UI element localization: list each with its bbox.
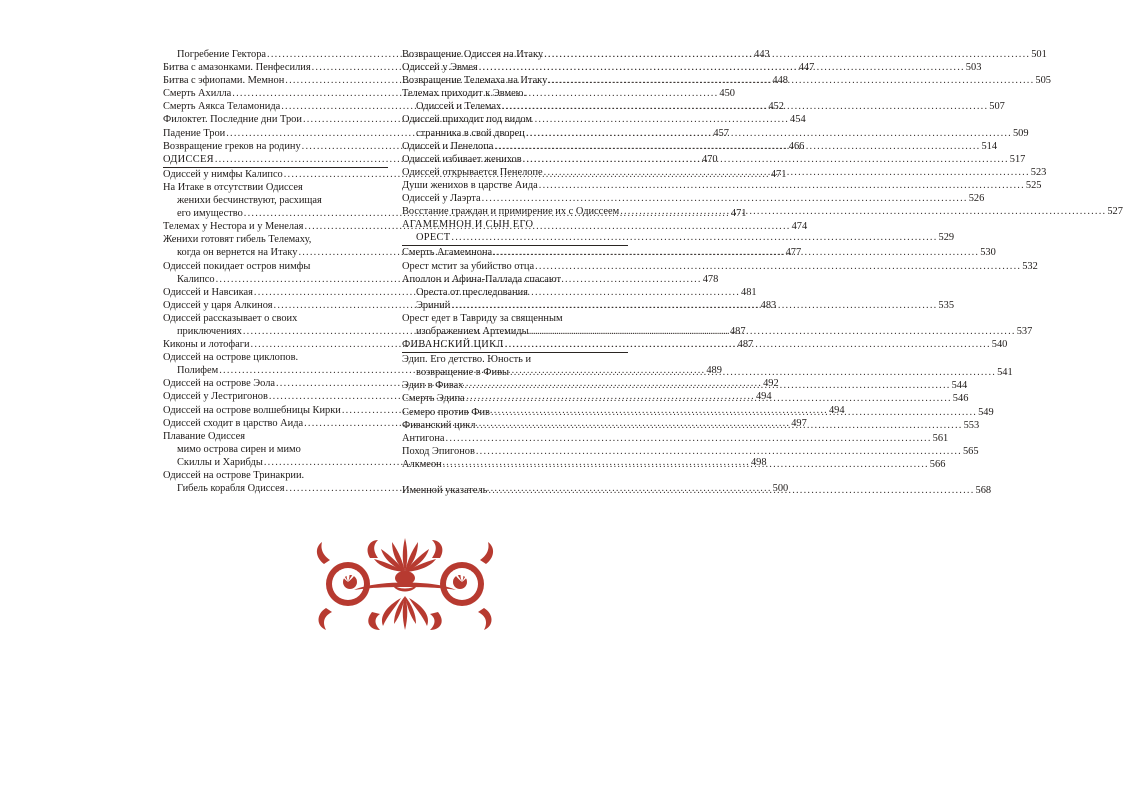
toc-entry-title: Именной указатель: [402, 485, 488, 496]
toc-page-number: 470: [701, 153, 718, 165]
dot-leader: [466, 392, 952, 405]
toc-entry-title: Одиссей у царя Алкиноя: [163, 299, 273, 311]
toc-entry-title: Одиссей и Телемах: [416, 101, 502, 113]
toc-entry-title: Антигона: [402, 432, 445, 444]
dot-leader: [526, 127, 1012, 140]
toc-page-number: 541: [997, 367, 1013, 379]
dot-leader: [505, 338, 991, 351]
dot-leader: [523, 153, 1009, 166]
dot-leader: [502, 100, 988, 113]
toc-page-number: 509: [1012, 127, 1029, 139]
toc-page-number: 501: [1031, 49, 1047, 60]
dot-leader: [510, 366, 996, 379]
toc-entry-title: Телемах у Нестора и у Менелая: [163, 221, 304, 233]
toc-page-number: 478: [702, 273, 719, 285]
toc-entry-title: Телемах приходит к Эвмею.: [402, 88, 527, 100]
dot-leader: [451, 231, 937, 244]
toc-page-number: 514: [981, 140, 998, 152]
toc-entry-title: Возвращение Одиссея на Итаку: [402, 49, 544, 60]
toc-entry-title: Погребение Гектора: [177, 49, 267, 60]
toc-entry-title: его имущество: [177, 208, 243, 220]
toc-entry-title: ОРЕСТ: [416, 232, 451, 244]
toc-page-number: 447: [798, 62, 815, 74]
toc-page-number: 450: [719, 88, 735, 100]
toc-page-number: 494: [828, 404, 845, 416]
toc-entry-title: Одиссей сходит в царство Аида: [163, 417, 304, 429]
toc-entry-title: Одиссей приходит под видом: [402, 114, 532, 126]
toc-page-number: 530: [980, 247, 996, 259]
palmette-ornament-icon: [314, 534, 496, 634]
dot-leader: [620, 205, 1106, 218]
toc-page-number: 553: [963, 419, 980, 431]
toc-entry-title: Поход Эпигонов: [402, 445, 475, 457]
toc-page-number: 537: [1016, 325, 1033, 337]
toc-entry-title: Плавание Одиссея: [163, 430, 245, 442]
toc-entry-title: Битва с амазонками. Пенфесилия: [163, 62, 311, 74]
toc-page-number: 546: [952, 393, 969, 405]
toc-page-number: 525: [1025, 179, 1042, 191]
toc-page-number: 535: [938, 299, 955, 311]
toc-entry-title: Семеро против Фив: [402, 406, 490, 418]
toc-page-number: 561: [932, 432, 949, 444]
dot-leader: [464, 379, 950, 392]
toc-entry-title: Одиссей у Лаэрта: [402, 193, 481, 205]
toc-page-number: 477: [785, 247, 802, 259]
toc-page-number: 505: [1035, 75, 1051, 87]
toc-entry[interactable]: [402, 192, 985, 205]
toc-page-number: 466: [788, 140, 805, 152]
toc-entry-title: Одиссей у Лестригонов: [163, 391, 268, 403]
toc-page-number: 565: [962, 445, 979, 457]
dot-leader: [476, 419, 962, 432]
toc-entry-title: Одиссей открывается Пенелопе: [402, 166, 543, 178]
toc-entry-title: Орест мстит за убийство отца: [402, 260, 535, 272]
dot-leader: [479, 61, 965, 74]
toc-entry[interactable]: [402, 445, 979, 458]
toc-page-number: 489: [706, 365, 722, 377]
toc-page-number: 454: [790, 114, 806, 126]
toc-page-number: 532: [1022, 260, 1038, 272]
toc-page-number: 544: [951, 380, 968, 392]
toc-entry-title: Возвращение греков на родину: [163, 140, 301, 152]
toc-entry-title: Калипсо: [177, 273, 215, 285]
dot-leader: [539, 179, 1025, 192]
toc-entry-title: Восстание граждан и примирение их с Одиссеем: [402, 206, 620, 218]
toc-page-number: 483: [760, 299, 777, 311]
dot-leader: [488, 484, 974, 497]
toc-entry-title: Ореста от преследования: [416, 286, 528, 298]
toc-page-number: 566: [929, 458, 946, 470]
toc-page-number: 487: [729, 325, 746, 337]
dot-leader: [548, 74, 1034, 87]
toc-entry-title: Одиссей рассказывает о своих: [163, 312, 298, 324]
dot-leader: [482, 192, 968, 205]
dot-leader: [491, 406, 977, 419]
toc-entry-title: изображением Артемиды: [416, 325, 529, 337]
toc-entry-title: Киконы и лотофаги: [163, 339, 250, 351]
toc-entry-title: Одиссей у нимфы Калипсо: [163, 168, 283, 180]
toc-entry-title: На Итаке в отсутствии Одиссея: [163, 181, 303, 193]
toc-page-number: 492: [763, 378, 779, 390]
toc-entry-title: Одиссей у Эвмея: [402, 62, 478, 74]
toc-entry-title: Аполлон и Афина-Паллада спасают: [402, 273, 562, 285]
toc-entry-title: Битва с эфиопами. Мемнон: [163, 75, 285, 87]
toc-entry-title: Одиссей и Навсикая: [163, 286, 253, 298]
toc-entry-title: возвращение в Фивы: [416, 367, 509, 379]
toc-page-number: 503: [965, 62, 982, 74]
toc-entry-title: Фиванский цикл: [402, 419, 476, 431]
toc-entry-title: АГАМЕМНОН И СЫН ЕГО: [402, 219, 534, 231]
toc-page-number: 474: [791, 221, 808, 233]
toc-entry-title: приключениях: [177, 325, 242, 337]
toc-entry-title: ОДИССЕЯ: [163, 153, 214, 165]
toc-entry-title: Орест едет в Тавриду за священным: [402, 312, 563, 324]
dot-leader: [443, 458, 929, 471]
dot-leader: [544, 48, 1030, 61]
toc-entry-title: Женихи готовят гибель Телемаху,: [163, 234, 312, 246]
toc-page-number: 452: [768, 101, 784, 113]
toc-page-number: 526: [968, 193, 985, 205]
toc-page-number: 448: [772, 75, 788, 87]
dot-leader: [493, 246, 979, 259]
toc-page-number: 529: [938, 232, 955, 244]
toc-spacer: [402, 471, 628, 484]
toc-page-number: 471: [770, 168, 787, 180]
toc-entry-title: Скиллы и Харибды: [177, 456, 263, 468]
toc-entry-title: Смерть Агамемнона: [402, 247, 493, 259]
toc-entry-title: Одиссей на острове Эола: [163, 378, 275, 390]
toc-entry-title: Падение Трои: [163, 127, 226, 139]
toc-entry-title: Души женихов в царстве Аида: [402, 179, 538, 191]
toc-entry-title: Одиссей и Пенелопа: [402, 140, 494, 152]
toc-entry-title: Одиссей покидает остров нимфы: [163, 260, 311, 272]
toc-page-number: 568: [975, 485, 992, 496]
toc-page-number: 471: [730, 208, 747, 220]
toc-page-number: 507: [989, 101, 1005, 113]
dot-leader: [530, 325, 1016, 338]
toc-page-number: 549: [978, 406, 994, 418]
toc-entry-title: Полифем: [177, 365, 219, 377]
toc-page-number: 498: [750, 456, 767, 468]
toc-page-number: 481: [741, 286, 757, 298]
toc-entry-title: Смерть Аякса Теламонида: [163, 101, 281, 113]
dot-leader: [476, 445, 962, 458]
dot-leader: [446, 432, 932, 445]
toc-entry-title: Одиссей на острове Тринакрии.: [163, 470, 305, 481]
toc-entry-title: странника в свой дворец: [416, 127, 525, 139]
toc-entry[interactable]: [402, 179, 1042, 192]
toc-page-number: 487: [737, 339, 754, 351]
toc-page-number: 457: [713, 127, 729, 139]
toc-entry-title: мимо острова сирен и мимо: [177, 443, 301, 455]
toc-page-number: 500: [772, 483, 789, 495]
dot-leader: [451, 299, 937, 312]
toc-page-number: 540: [991, 339, 1008, 351]
toc-entry-title: Гибель корабля Одиссея: [177, 483, 285, 495]
dot-leader: [494, 140, 980, 153]
toc-entry-title: Филоктет. Последние дни Трои: [163, 114, 302, 126]
toc-entry-title: когда он вернется на Итаку: [177, 247, 298, 259]
dot-leader: [535, 260, 1021, 273]
toc-page-number: 497: [791, 417, 807, 429]
toc-page-number: 523: [1030, 166, 1047, 178]
toc-entry[interactable]: [402, 432, 949, 445]
toc-entry[interactable]: [402, 260, 1038, 273]
toc-entry-title: Одиссей на острове циклопов.: [163, 352, 299, 364]
toc-page-number: 494: [755, 391, 772, 403]
toc-entry-title: Одиссей избивает женихов: [402, 153, 522, 165]
toc-entry-title: Одиссей на острове волшебницы Кирки: [163, 404, 341, 416]
toc-page-number: 517: [1009, 153, 1026, 165]
toc-entry-title: Возвращение Телемаха на Итаку: [402, 75, 548, 87]
toc-entry-title: Смерть Эдипа: [402, 393, 465, 405]
toc-entry-title: Алкмеон: [402, 458, 442, 470]
toc-entry-title: женихи бесчинствуют, расхищая: [177, 195, 322, 207]
toc-page-number: 527: [1107, 206, 1123, 218]
toc-entry-title: Эдип. Его детство. Юность и: [402, 354, 532, 366]
toc-entry-title: Смерть Ахилла: [163, 88, 232, 100]
toc-entry-title: Эдип в Фивах: [402, 380, 464, 392]
toc-page-number: 443: [754, 49, 770, 60]
toc-entry-title: ФИВАНСКИЙ ЦИКЛ: [402, 339, 504, 351]
toc-entry-title: Эриний: [416, 299, 451, 311]
dot-leader: [544, 166, 1030, 179]
